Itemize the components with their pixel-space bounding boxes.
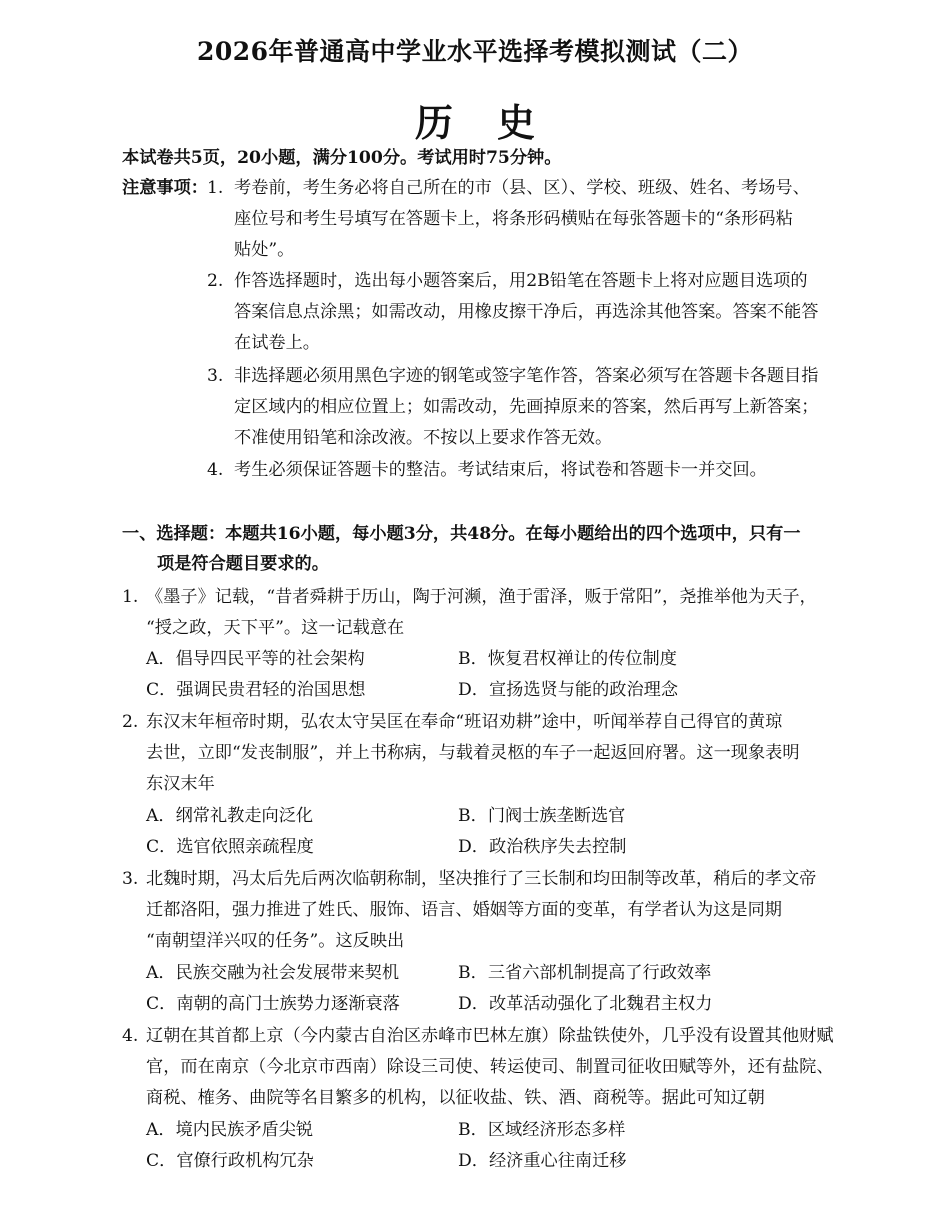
- exam-title: 2026年普通高中学业水平选择考模拟测试（二）: [196, 37, 754, 66]
- notice-line: 不准使用铅笔和涂改液。不按以上要求作答无效。: [234, 428, 613, 448]
- option-b: B．三省六部机制提高了行政效率: [458, 963, 712, 983]
- option-b: B．区域经济形态多样: [458, 1120, 626, 1140]
- section-heading-line: 一、选择题：本题共16小题，每小题3分，共48分。在每小题给出的四个选项中，只有一: [122, 524, 801, 544]
- option-a: A．倡导四民平等的社会架构: [146, 649, 365, 669]
- question-stem-line: 官，而在南京（今北京市西南）除设三司使、转运使司、制置司征收田赋等外，还有盐院、: [146, 1057, 834, 1077]
- question-stem-line: 迁都洛阳，强力推进了姓氏、服饰、语言、婚姻等方面的变革，有学者认为这是同期: [146, 900, 782, 920]
- notice-line: 答案信息点涂黑；如需改动，用橡皮擦干净后，再选涂其他答案。答案不能答: [234, 302, 819, 322]
- notice-line: 在试卷上。: [234, 333, 320, 353]
- option-a: A．境内民族矛盾尖锐: [146, 1120, 314, 1140]
- subject-title: 历史: [414, 100, 579, 145]
- notice-label: 注意事项：: [122, 178, 208, 198]
- question-stem-line: 北魏时期，冯太后先后两次临朝称制，坚决推行了三长制和均田制等改革，稍后的孝文帝: [146, 869, 817, 889]
- exam-intro: 本试卷共5页，20小题，满分100分。考试用时75分钟。: [122, 148, 562, 168]
- option-d: D．改革活动强化了北魏君主权力: [458, 994, 713, 1014]
- question-stem-line: 辽朝在其首都上京（今内蒙古自治区赤峰市巴林左旗）除盐铁使外，几乎没有设置其他财赋: [146, 1026, 834, 1046]
- option-a: A．纲常礼教走向泛化: [146, 806, 314, 826]
- question-stem-line: 商税、榷务、曲院等名目繁多的机构，以征收盐、铁、酒、商税等。据此可知辽朝: [146, 1088, 765, 1108]
- question-number: 2.: [122, 712, 139, 732]
- option-d: D．宣扬选贤与能的政治理念: [458, 680, 679, 700]
- notice-line: 考卷前，考生务必将自己所在的市（县、区）、学校、班级、姓名、考场号、: [234, 178, 810, 198]
- notice-item-number: 3.: [207, 366, 224, 386]
- notice-line: 考生必须保证答题卡的整洁。考试结束后，将试卷和答题卡一并交回。: [234, 460, 767, 480]
- question-stem-line: “南朝望洋兴叹的任务”。这反映出: [146, 931, 405, 951]
- section-heading-line: 项是符合题目要求的。: [157, 554, 329, 574]
- notice-line: 作答选择题时，选出每小题答案后，用2B铅笔在答题卡上将对应题目选项的: [234, 271, 808, 291]
- notice-line: 定区域内的相应位置上；如需改动，先画掉原来的答案，然后再写上新答案；: [234, 397, 819, 417]
- question-number: 4.: [122, 1026, 139, 1046]
- notice-line: 座位号和考生号填写在答题卡上，将条形码横贴在每张答题卡的“条形码粘: [234, 209, 793, 229]
- question-stem-line: 东汉末年: [146, 774, 215, 794]
- option-c: C．选官依照亲疏程度: [146, 837, 314, 857]
- option-c: C．官僚行政机构冗杂: [146, 1151, 314, 1171]
- notice-item-number: 1.: [207, 178, 224, 198]
- option-d: D．经济重心往南迁移: [458, 1151, 627, 1171]
- question-stem-line: 《墨子》记载，“昔者舜耕于历山，陶于河濒，渔于雷泽，贩于常阳”，尧推举他为天子，: [146, 587, 817, 607]
- notice-item-number: 2.: [207, 271, 224, 291]
- question-number: 3.: [122, 869, 139, 889]
- option-c: C．强调民贵君轻的治国思想: [146, 680, 366, 700]
- option-a: A．民族交融为社会发展带来契机: [146, 963, 400, 983]
- question-number: 1.: [122, 587, 139, 607]
- question-stem-line: 东汉末年桓帝时期，弘农太守吴匡在奉命“班诏劝耕”途中，听闻举荐自己得官的黄琼: [146, 712, 783, 732]
- option-d: D．政治秩序失去控制: [458, 837, 627, 857]
- question-stem-line: 去世，立即“发丧制服”，并上书称病，与载着灵柩的车子一起返回府署。这一现象表明: [146, 743, 800, 763]
- option-b: B．恢复君权禅让的传位制度: [458, 649, 677, 669]
- notice-line: 非选择题必须用黑色字迹的钢笔或签字笔作答，答案必须写在答题卡各题目指: [234, 366, 819, 386]
- question-stem-line: “授之政，天下平”。这一记载意在: [146, 618, 405, 638]
- notice-item-number: 4.: [207, 460, 224, 480]
- option-b: B．门阀士族垄断选官: [458, 806, 626, 826]
- notice-line: 贴处”。: [234, 240, 295, 260]
- option-c: C．南朝的高门士族势力逐渐衰落: [146, 994, 400, 1014]
